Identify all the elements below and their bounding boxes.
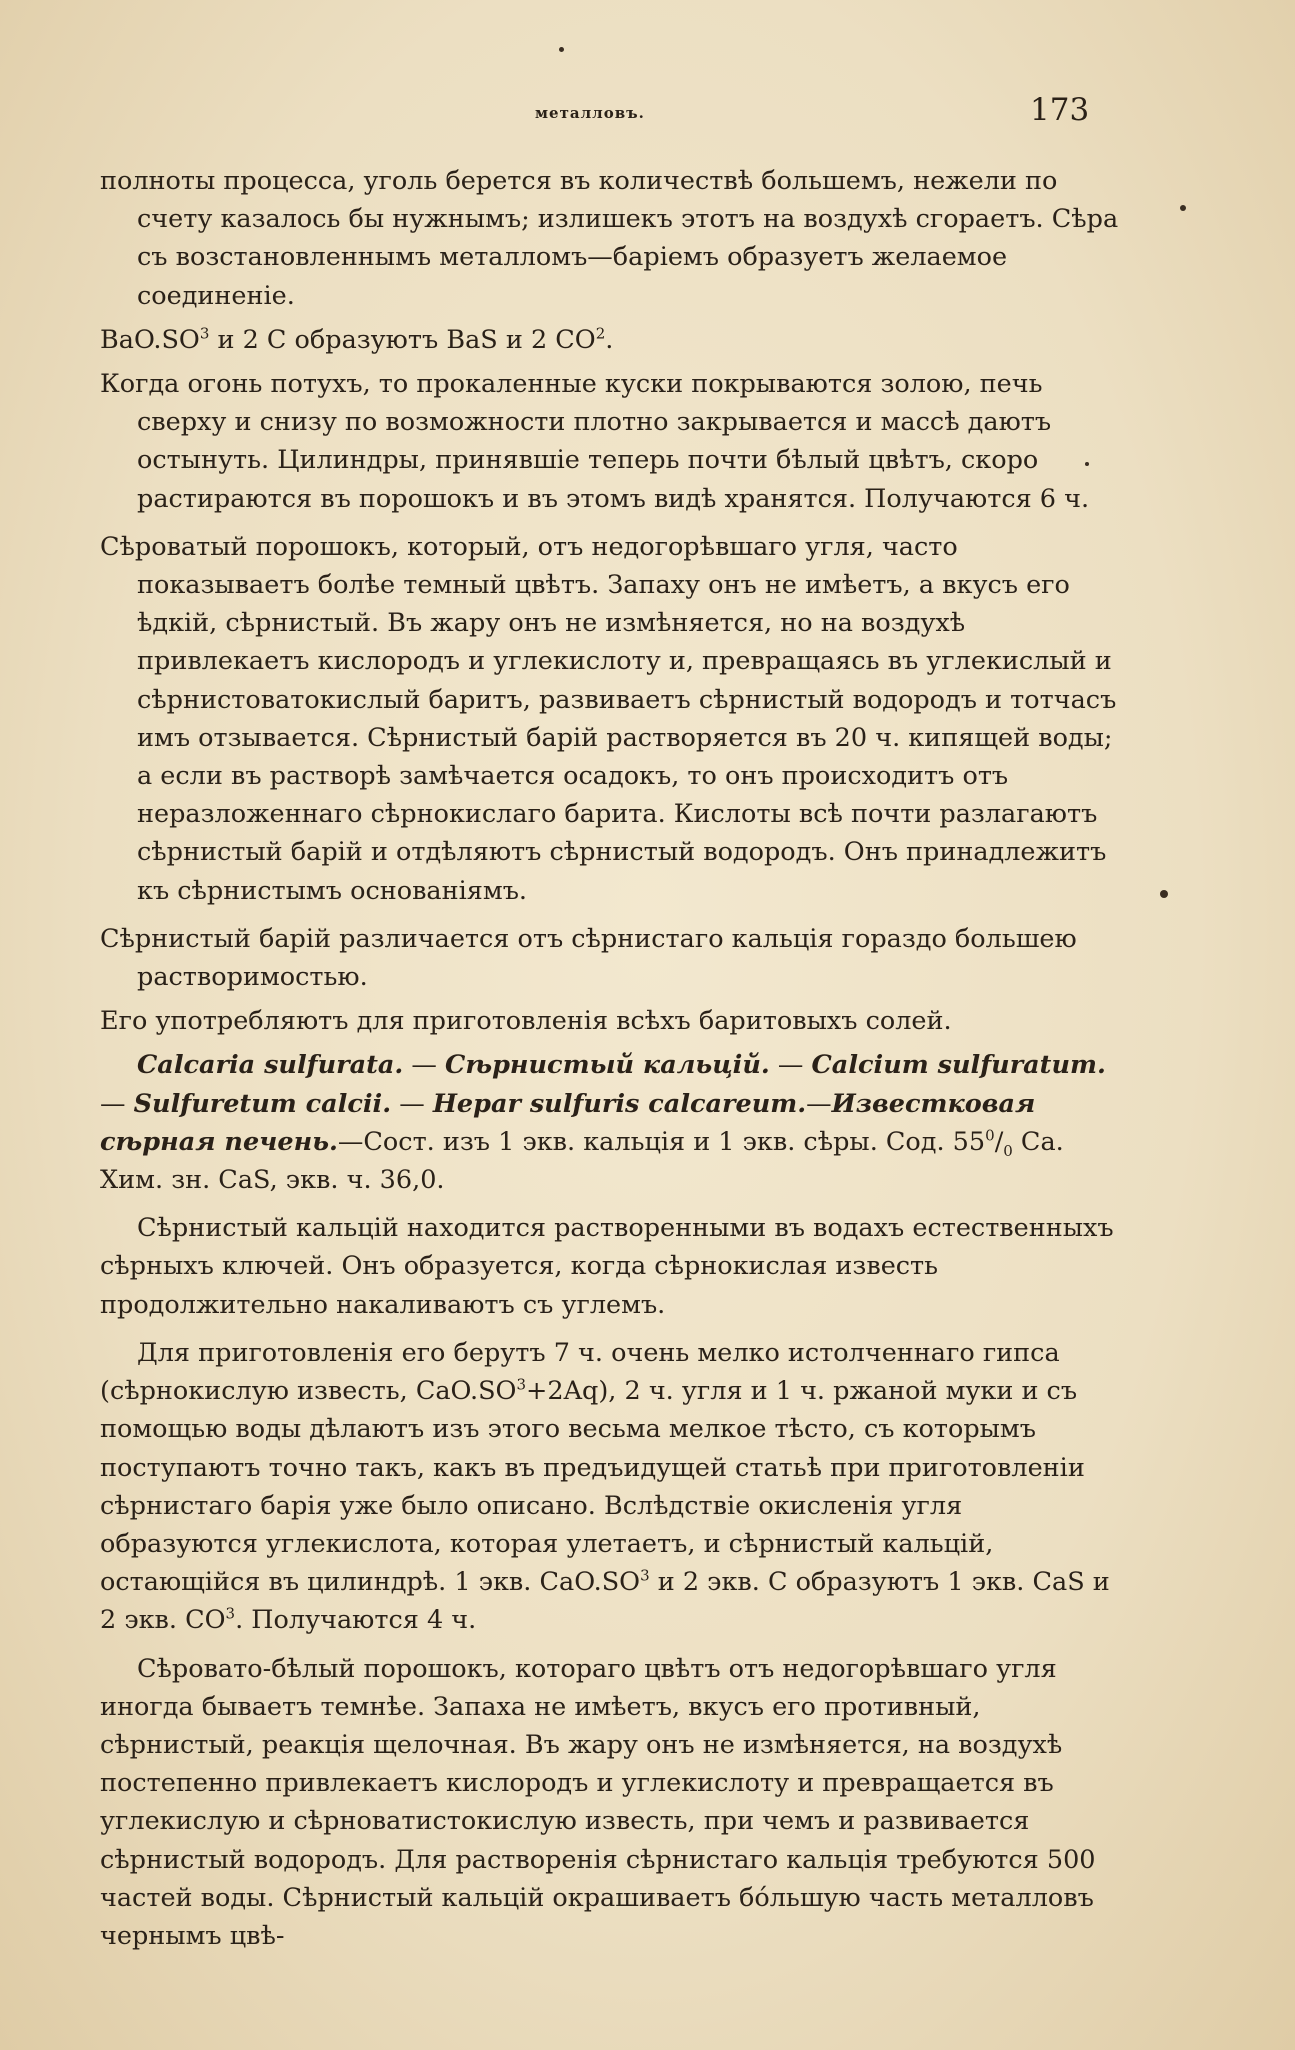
paragraph-calcium-properties: Сѣровато-бѣлый порошокъ, котораго цвѣтъ отъ недогорѣвшаго угля иногда бываетъ темнѣе. Запаха не имѣетъ, вкусъ его противный, сѣрнистый, реакція щелочная. Въ жару онъ не измѣняется, на воздухѣ постепенно привлекаетъ кислородъ и углекислоту и превращается въ углекислую и сѣрноватистокислую известь, при чемъ и развивается сѣрнистый водородъ. Для растворенія сѣрнистаго кальція требуются 500 частей воды. Сѣрнистый кальцій окрашиваетъ бо́льшую часть металловъ чернымъ цвѣ- xyxy=(100,1653,1096,1951)
russian-name: Сѣрнистый кальцій. xyxy=(445,1050,770,1081)
paragraph-barium-use: Его употребляютъ для приготовленія всѣхъ баритовыхъ солей. xyxy=(100,1006,952,1037)
page-header xyxy=(0,92,1295,132)
running-head: металловъ. xyxy=(535,104,645,122)
paragraph-calcium-occurrence: Сѣрнистый кальцій находится растворенными въ водахъ естественныхъ сѣрныхъ ключей. Онъ образуется, когда сѣрнокислая известь продолжительно накаливаютъ съ углемъ. xyxy=(100,1213,1114,1320)
page-body xyxy=(100,162,1120,1955)
paragraph-cooling: Когда огонь потухъ, то прокаленные куски покрываются золою, печь сверху и снизу по возможности плотно закрывается и массѣ даютъ остынуть. Цилиндры, принявшіе теперь почти бѣлый цвѣтъ, скоро растираются въ порошокъ и въ этомъ видѣ хранятся. Получаются 6 ч. xyxy=(100,369,1090,514)
russian-name: Известковая сѣрная печень. xyxy=(100,1088,1036,1157)
chemical-equation-barium: $BaO.SO^3$ и 2 C образуютъ BaS и 2 $CO^2$. xyxy=(100,324,614,355)
ink-speck xyxy=(1160,890,1168,898)
paragraph-calcium-preparation: Для приготовленія его берутъ 7 ч. очень мелко истолченнаго гипса (сѣрнокислую известь, $CaO.SO^3+2Aq$), 2 ч. угля и 1 ч. ржаной муки и съ помощью воды дѣлаютъ изъ этого весьма мелкое тѣсто, съ которымъ поступаютъ точно такъ, какъ въ предъидущей статьѣ при приготовленіи сѣрнистаго барія уже было описано. Вслѣдствіе окисленія угля образуются углекислота, которая улетаетъ, и сѣрнистый кальцій, остающійся въ цилиндрѣ. 1 экв. $CaO.SO^3$ и 2 экв. C образуютъ 1 экв. CaS и 2 экв. $CO^3$. Получаются 4 ч. xyxy=(100,1337,1110,1636)
ink-speck xyxy=(559,47,564,52)
ink-speck xyxy=(1180,205,1186,211)
paragraph-continuation: полноты процесса, уголь берется въ количествѣ большемъ, нежели по счету казалось бы нужнымъ; излишекъ этотъ на воздухѣ сгораетъ. Сѣра съ возстановленнымъ металломъ—баріемъ образуетъ желаемое соединеніе. xyxy=(100,166,1119,311)
latin-name: Sulfuretum calcii. xyxy=(133,1088,392,1119)
latin-name: Hepar sulfuris calcareum. xyxy=(432,1088,807,1119)
page-number: 173 xyxy=(1030,92,1090,128)
paragraph-barium-properties: Сѣроватый порошокъ, который, отъ недогорѣвшаго угля, часто показываетъ болѣе темный цвѣтъ. Запаху онъ не имѣетъ, а вкусъ его ѣдкій, сѣрнистый. Въ жару онъ не измѣняется, но на воздухѣ привлекаетъ кислородъ и углекислоту и, превращаясь въ углекислый и сѣрнистоватокислый баритъ, развиваетъ сѣрнистый водородъ и тотчасъ имъ отзывается. Сѣрнистый барій растворяется въ 20 ч. кипящей воды; а если въ растворѣ замѣчается осадокъ, то онъ происходитъ отъ неразложеннаго сѣрнокислаго барита. Кислоты всѣ почти разлагаютъ сѣрнистый барій и отдѣляютъ сѣрнистый водородъ. Онъ принадлежитъ къ сѣрнистымъ основаніямъ. xyxy=(100,531,1117,906)
calcium-sulfide-heading: Calcaria sulfurata. — Сѣрнистый кальцій. — Calcium sulfuratum. — Sulfuretum calcii. — Hepar sulfuris calcareum.—Известковая сѣрная печень.—Сост. изъ 1 экв. кальція и 1 экв. сѣры. Сод. $55^0/_0$ Ca. Хим. зн. CaS, экв. ч. 36,0. xyxy=(100,1050,1106,1196)
latin-name: Calcium sulfuratum. xyxy=(811,1050,1106,1081)
latin-name: Calcaria sulfurata. xyxy=(137,1050,404,1081)
paragraph-barium-solubility: Сѣрнистый барій различается отъ сѣрнистаго кальція гораздо большею растворимостью. xyxy=(100,923,1077,993)
